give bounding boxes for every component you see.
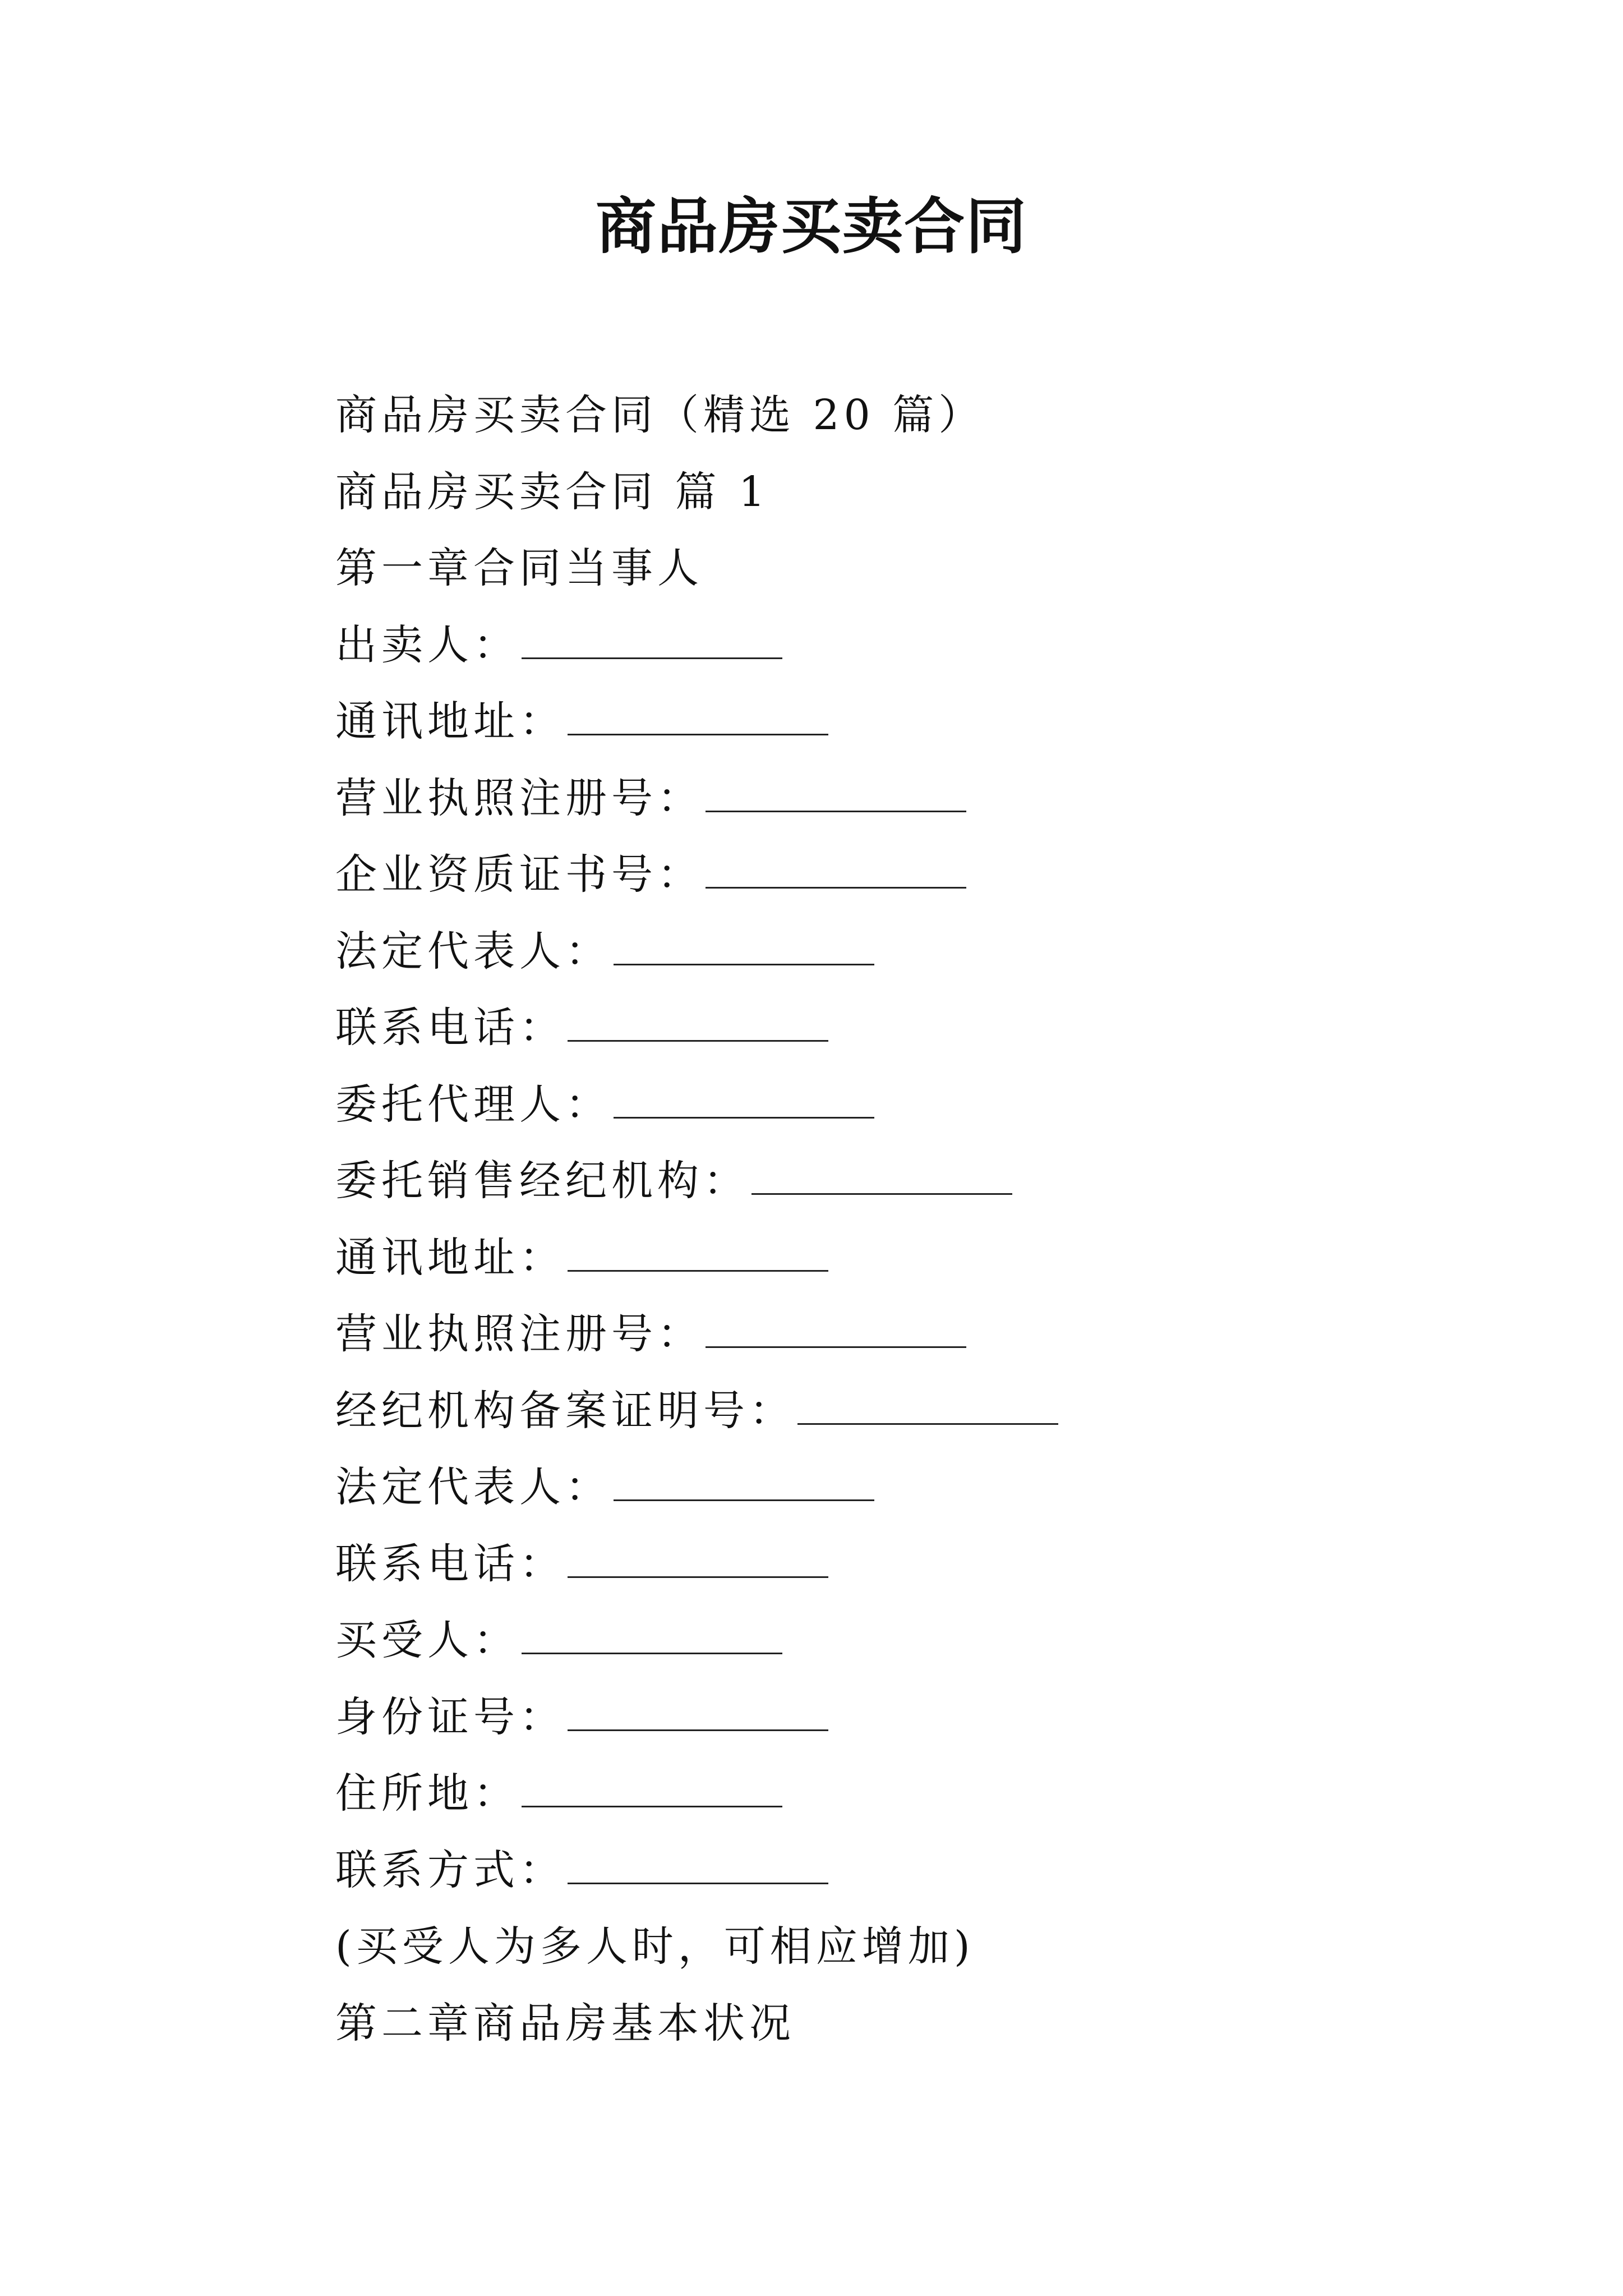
field-label: 联系方式：: [335, 1846, 565, 1894]
line-text: 第二章商品房基本状况: [335, 1999, 795, 2047]
field-label: 营业执照注册号：: [335, 1310, 703, 1358]
fill-in-blank: [614, 931, 874, 965]
form-field-line: [335, 1296, 1513, 1373]
form-field-line: [335, 683, 1513, 760]
field-label: 联系电话：: [335, 1004, 565, 1052]
line-text: 第一章合同当事人: [335, 544, 703, 592]
fill-in-blank: [614, 1084, 874, 1119]
field-label: 出卖人：: [335, 620, 519, 669]
fill-in-blank: [751, 1161, 1012, 1195]
text-line: [335, 530, 1513, 607]
text-line: [335, 1908, 1513, 1985]
field-label: 通讯地址：: [335, 1233, 565, 1282]
fill-in-blank: [568, 1007, 828, 1042]
fill-in-blank: [568, 701, 828, 735]
field-label: 身份证号：: [335, 1692, 565, 1741]
field-label: 委托销售经纪机构：: [335, 1157, 749, 1205]
line-text: 商品房买卖合同（精选 20 篇）: [335, 391, 985, 439]
fill-in-blank: [614, 1467, 874, 1501]
fill-in-blank: [522, 1620, 782, 1654]
document-body: [335, 377, 1513, 2062]
field-label: 买受人：: [335, 1616, 519, 1664]
field-label: 通讯地址：: [335, 697, 565, 746]
field-label: 住所地：: [335, 1769, 519, 1818]
form-field-line: [335, 607, 1513, 684]
fill-in-blank: [706, 778, 966, 812]
field-label: 联系电话：: [335, 1539, 565, 1588]
document-title: 商品房买卖合同: [595, 191, 1027, 262]
fill-in-blank: [522, 1773, 782, 1807]
form-field-line: [335, 990, 1513, 1066]
fill-in-blank: [522, 625, 782, 659]
text-line: [335, 454, 1513, 531]
fill-in-blank: [568, 1697, 828, 1731]
field-label: 营业执照注册号：: [335, 774, 703, 822]
field-label: 法定代表人：: [335, 1463, 611, 1511]
text-line: [335, 1985, 1513, 2062]
field-label: 委托代理人：: [335, 1080, 611, 1129]
form-field-line: [335, 1755, 1513, 1832]
field-label: 经纪机构备案证明号：: [335, 1386, 795, 1435]
form-field-line: [335, 1832, 1513, 1909]
line-text: 商品房买卖合同 篇 1: [335, 467, 770, 516]
fill-in-blank: [568, 1850, 828, 1884]
form-field-line: [335, 760, 1513, 837]
form-field-line: [335, 1066, 1513, 1143]
line-text: (买受人为多人时，可相应增加): [335, 1922, 975, 1971]
form-field-line: [335, 1143, 1513, 1220]
field-label: 企业资质证书号：: [335, 850, 703, 899]
form-field-line: [335, 1679, 1513, 1756]
form-field-line: [335, 1373, 1513, 1450]
form-field-line: [335, 1449, 1513, 1526]
text-line: [335, 377, 1513, 454]
fill-in-blank: [568, 1544, 828, 1578]
field-label: 法定代表人：: [335, 927, 611, 976]
form-field-line: [335, 1220, 1513, 1296]
form-field-line: [335, 1526, 1513, 1603]
form-field-line: [335, 1602, 1513, 1679]
form-field-line: [335, 913, 1513, 990]
fill-in-blank: [706, 854, 966, 889]
fill-in-blank: [797, 1391, 1058, 1425]
form-field-line: [335, 836, 1513, 913]
fill-in-blank: [706, 1314, 966, 1348]
fill-in-blank: [568, 1237, 828, 1272]
